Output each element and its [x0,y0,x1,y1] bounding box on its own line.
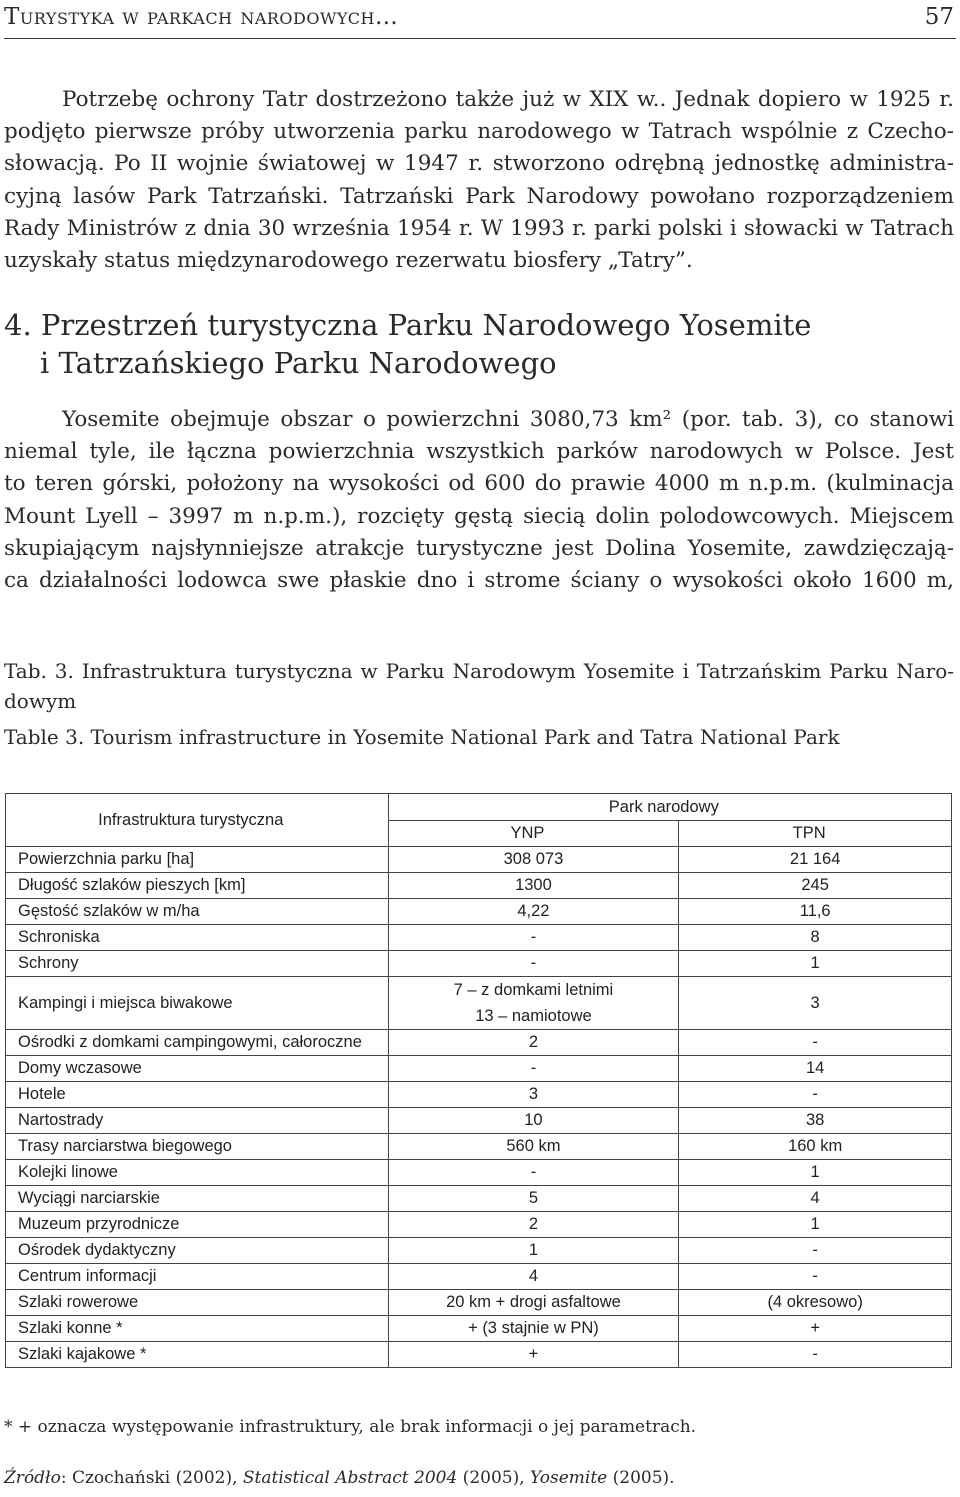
row-label: Ośrodki z domkami campingowymi, całoroczne [6,1030,389,1056]
cell-tpn: 1 [679,1160,952,1186]
row-label: Szlaki rowerowe [6,1290,389,1316]
cell-tpn: 4 [679,1186,952,1212]
cell-ynp: 2 [388,1030,679,1056]
running-header [4,4,956,34]
paragraph-tatra-history [4,84,954,277]
header-park: Park narodowy [388,794,951,821]
table-row [6,1134,952,1160]
cell-tpn: 160 km [679,1134,952,1160]
text-line: Potrzebę ochrony Tatr dostrzeżono także już w XIX w.. Jednak dopiero w 1925 r. [62,87,954,112]
cell-tpn: 1 [679,951,952,977]
row-label: Wyciągi narciarskie [6,1186,389,1212]
cell-ynp: 10 [388,1108,679,1134]
cell-tpn: 1 [679,1212,952,1238]
text-line: to teren górski, położony na wysokości od 600 do prawie 4000 m n.p.m. (kulminacja [4,471,954,497]
cell-ynp: 1300 [388,873,679,899]
running-header-title: Turystyka w parkach narodowych… [4,4,399,30]
table-row [6,899,952,925]
cell-ynp [388,977,679,1030]
row-label: Ośrodek dydaktyczny [6,1238,389,1264]
row-label: Kampingi i miejsca biwakowe [6,977,389,1030]
table-row [6,951,952,977]
row-label: Domy wczasowe [6,1056,389,1082]
row-label: Schrony [6,951,389,977]
table-row [6,977,952,1030]
source-text: (2005), [457,1468,531,1488]
text-line: uzyskały status międzynarodowego rezerwatu biosfery „Tatry”. [4,248,693,274]
cell-ynp: 3 [388,1082,679,1108]
source-title: Yosemite [530,1468,608,1488]
section-heading-line: i Tatrzańskiego Parku Narodowego [40,346,557,380]
cell-tpn: 245 [679,873,952,899]
cell-tpn: 3 [679,977,952,1030]
cell-ynp: 5 [388,1186,679,1212]
cell-ynp: 20 km + drogi asfaltowe [388,1290,679,1316]
text-line: cyjną lasów Park Tatrzański. Tatrzański Park Narodowy powołano rozporządzeniem [4,183,954,209]
cell-ynp: 560 km [388,1134,679,1160]
cell-ynp: - [388,1056,679,1082]
row-label: Kolejki linowe [6,1160,389,1186]
text-line: Mount Lyell – 3997 m n.p.m.), rozcięty gęstą siecią dolin polodowcowych. Miejscem [4,503,954,529]
row-label: Szlaki konne * [6,1316,389,1342]
cell-tpn: 14 [679,1056,952,1082]
cell-tpn: 21 164 [679,847,952,873]
row-label: Powierzchnia parku [ha] [6,847,389,873]
header-tpn: TPN [679,821,952,847]
cell-tpn: - [679,1238,952,1264]
row-label: Długość szlaków pieszych [km] [6,873,389,899]
text-line: skupiającym najsłynniejsze atrakcje turystyczne jest Dolina Yosemite, zawdzięczają- [4,535,954,561]
source-note [4,1468,675,1488]
table-row [6,1108,952,1134]
caption-pl-line: Tab. 3. Infrastruktura turystyczna w Parku Narodowym Yosemite i Tatrzańskim Parku Naro- [4,659,954,683]
cell-ynp: - [388,925,679,951]
table-row [6,1238,952,1264]
source-text: : Czochański (2002), [60,1468,243,1488]
row-label: Nartostrady [6,1108,389,1134]
header-rule [4,38,956,39]
row-label: Hotele [6,1082,389,1108]
cell-tpn: 11,6 [679,899,952,925]
header-infrastructure: Infrastruktura turystyczna [6,794,389,847]
cell-ynp: 4 [388,1264,679,1290]
page-number: 57 [924,4,954,30]
source-title: Statistical Abstract 2004 [242,1468,458,1488]
cell-ynp: 308 073 [388,847,679,873]
text-line: Yosemite obejmuje obszar o powierzchni 3080,73 km² (por. tab. 3), co stanowi [62,407,954,432]
cell-tpn: 38 [679,1108,952,1134]
caption-en: Table 3. Tourism infrastructure in Yosemite National Park and Tatra National Park [4,725,840,749]
cell-ynp: 2 [388,1212,679,1238]
cell-ynp: 1 [388,1238,679,1264]
table-row [6,1290,952,1316]
row-label: Centrum informacji [6,1264,389,1290]
cell-ynp-line: 7 – z domkami letnimi [453,981,614,999]
cell-tpn: + [679,1316,952,1342]
caption-pl-line: dowym [4,689,77,713]
infrastructure-table [5,793,952,1396]
text-line: niemal tyle, ile łączna powierzchnia wszystkich parków narodowych w Polsce. Jest [4,439,954,465]
table-row [6,1316,952,1342]
source-label: Źródło [4,1468,61,1488]
table-row [6,847,952,873]
header-ynp: YNP [388,821,679,847]
section-heading [4,306,954,382]
cell-tpn: - [679,1264,952,1290]
table-row [6,1056,952,1082]
cell-ynp: + (3 stajnie w PN) [388,1316,679,1342]
text-line: podjęto pierwsze próby utworzenia parku narodowego w Tatrach wspólnie z Czecho- [4,119,954,145]
section-heading-line: 4. Przestrzeń turystyczna Parku Narodowego Yosemite [4,308,812,342]
table-row [6,1212,952,1238]
row-label: Szlaki kajakowe * [6,1342,389,1368]
cell-tpn: - [679,1082,952,1108]
cell-ynp: + [388,1342,679,1368]
table-row [6,1186,952,1212]
table-row [6,1030,952,1056]
row-label: Gęstość szlaków w m/ha [6,899,389,925]
text-line: słowacją. Po II wojnie światowej w 1947 r. stworzono odrębną jednostkę administra- [4,151,954,177]
cell-tpn: - [679,1342,952,1368]
table-header-row [6,794,952,821]
table-row [6,1160,952,1186]
row-label: Schroniska [6,925,389,951]
cell-ynp: - [388,1160,679,1186]
table-caption [4,656,954,752]
paragraph-yosemite [4,404,954,597]
cell-ynp: 4,22 [388,899,679,925]
table-row [6,873,952,899]
cell-tpn: - [679,1030,952,1056]
table-row [6,925,952,951]
text-line: ca działalności lodowca swe płaskie dno i strome ściany o wysokości około 1600 m, [4,568,954,594]
cell-ynp: - [388,951,679,977]
row-label: Trasy narciarstwa biegowego [6,1134,389,1160]
source-text: (2005). [607,1468,675,1488]
text-line: Rady Ministrów z dnia 30 września 1954 r. W 1993 r. parki polski i słowacki w Tatrach [4,215,954,241]
table-footnote: * + oznacza występowanie infrastruktury, ale brak informacji o jej parametrach. [4,1417,697,1437]
cell-tpn: 8 [679,925,952,951]
cell-tpn: (4 okresowo) [679,1290,952,1316]
cell-ynp-line: 13 – namiotowe [475,1007,592,1025]
table-row [6,1342,952,1368]
row-label: Muzeum przyrodnicze [6,1212,389,1238]
table-row [6,1082,952,1108]
table-row [6,1264,952,1290]
